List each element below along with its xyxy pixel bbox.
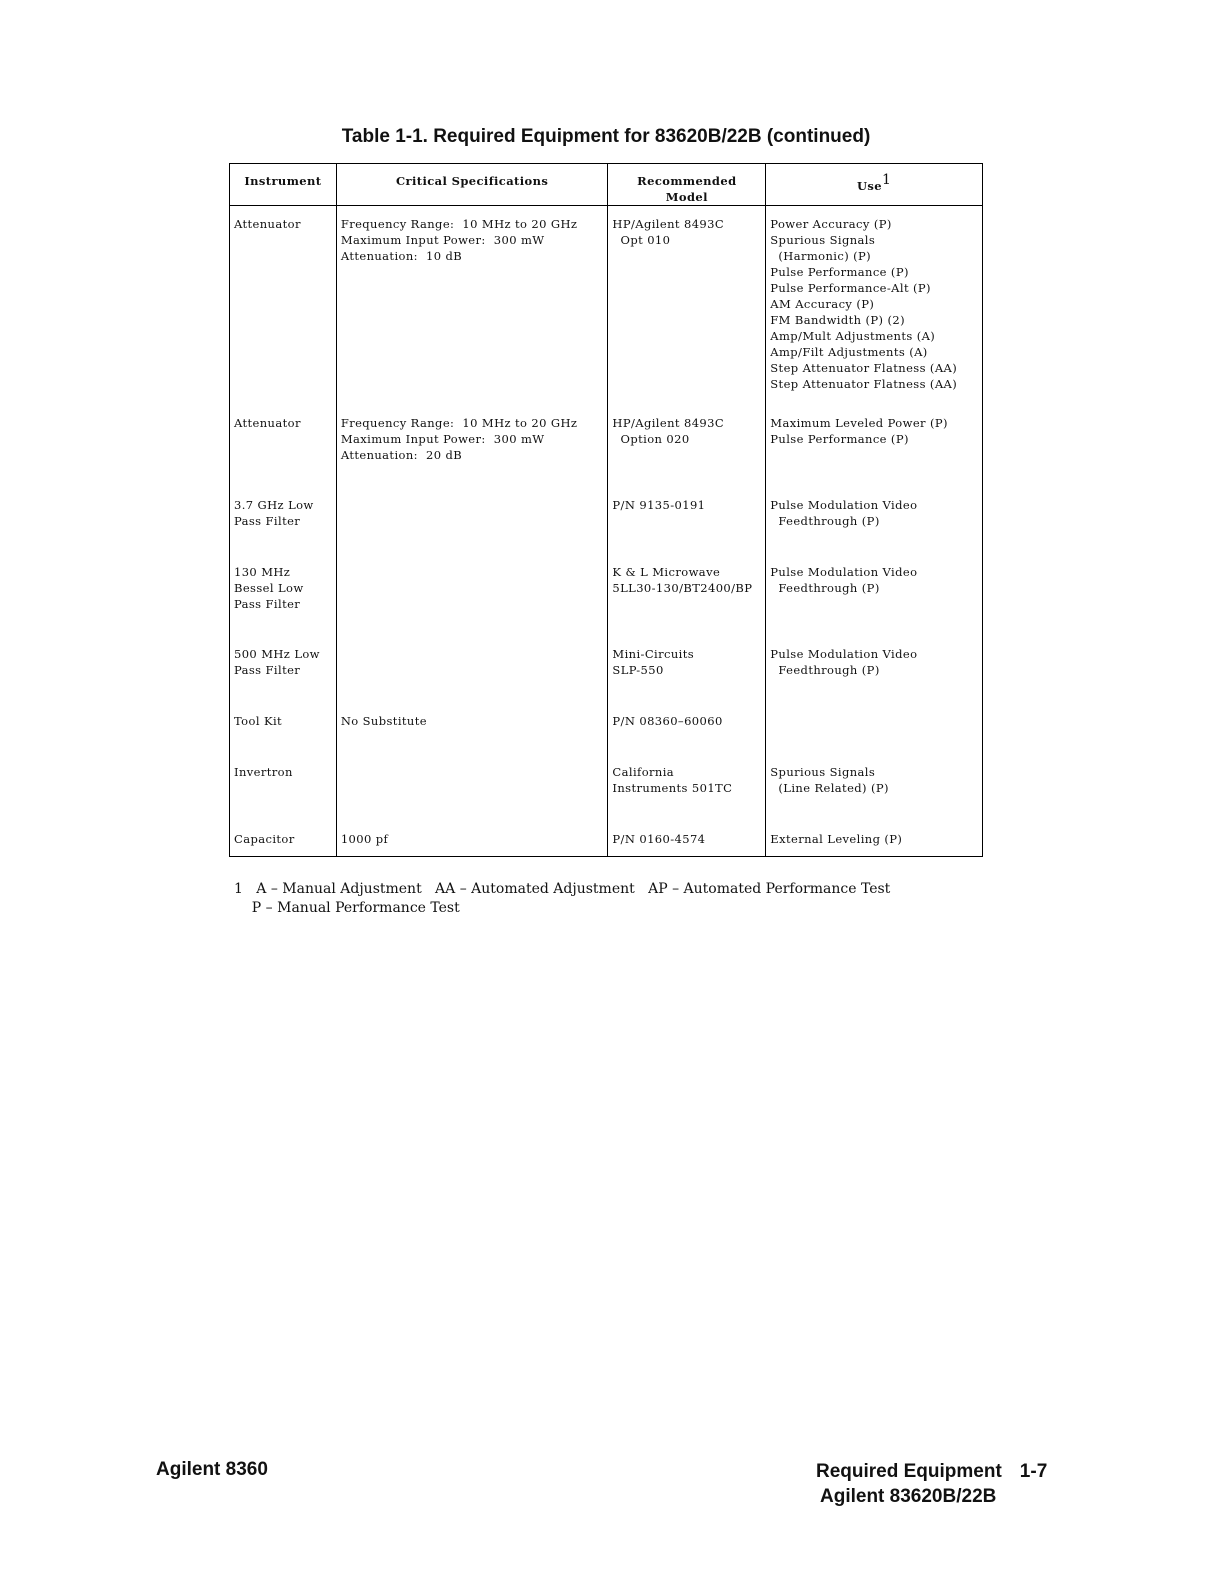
table-row: [230, 497, 983, 563]
cell-specs: [336, 646, 608, 713]
cell-instrument: Invertron: [230, 764, 337, 831]
table-header-row: [230, 164, 983, 206]
header-use-label: Use: [856, 178, 882, 193]
cell-use: Pulse Modulation Video Feedthrough (P): [766, 564, 983, 646]
cell-instrument: 500 MHz Low Pass Filter: [230, 646, 337, 713]
cell-instrument: 130 MHz Bessel Low Pass Filter: [230, 564, 337, 646]
table-row: [230, 646, 983, 713]
cell-use: Power Accuracy (P) Spurious Signals (Harmonic) (P) Pulse Performance (P) Pulse Performance-Alt (P) AM Accuracy (P) FM Bandwidth (P) (2) Amp/Mult Adjustments (A) Amp/Filt Adjustments (A) Step Attenuator Flatness (AA) Step Attenuator Flatness (AA): [766, 206, 983, 416]
cell-model: P/N 0160-4574: [608, 831, 766, 856]
footer-section-row: [816, 1459, 1047, 1484]
header-recommended-model: Recommended Model: [608, 164, 766, 206]
cell-instrument: Attenuator: [230, 415, 337, 497]
footer-product-name: Agilent 8360: [156, 1459, 268, 1480]
cell-use: Spurious Signals (Line Related) (P): [766, 764, 983, 831]
table-row: [230, 831, 983, 856]
cell-specs: Frequency Range: 10 MHz to 20 GHz Maximum Input Power: 300 mW Attenuation: 10 dB: [336, 206, 608, 416]
cell-use: External Leveling (P): [766, 831, 983, 856]
footer-right: [816, 1459, 1047, 1509]
cell-instrument: Tool Kit: [230, 713, 337, 764]
table-row: [230, 206, 983, 416]
footer-model: Agilent 83620B/22B: [820, 1486, 997, 1507]
footnote-marker: 1: [882, 172, 892, 188]
cell-specs: [336, 564, 608, 646]
cell-specs: Frequency Range: 10 MHz to 20 GHz Maximum Input Power: 300 mW Attenuation: 20 dB: [336, 415, 608, 497]
cell-model: P/N 9135-0191: [608, 497, 766, 563]
cell-specs: 1000 pf: [336, 831, 608, 856]
cell-model: HP/Agilent 8493C Opt 010: [608, 206, 766, 416]
cell-model: Mini-Circuits SLP-550: [608, 646, 766, 713]
cell-specs: [336, 497, 608, 563]
cell-use: Maximum Leveled Power (P) Pulse Performance (P): [766, 415, 983, 497]
cell-use: [766, 713, 983, 764]
cell-specs: [336, 764, 608, 831]
table-row: [230, 713, 983, 764]
cell-model: California Instruments 501TC: [608, 764, 766, 831]
header-critical-specifications: Critical Specifications: [336, 164, 608, 206]
footnote-line-2: P – Manual Performance Test: [234, 900, 460, 916]
table-footnote: [234, 880, 890, 918]
cell-specs: No Substitute: [336, 713, 608, 764]
footer-section-title: Required Equipment: [816, 1461, 1002, 1482]
cell-use: Pulse Modulation Video Feedthrough (P): [766, 646, 983, 713]
cell-instrument: 3.7 GHz Low Pass Filter: [230, 497, 337, 563]
cell-use: Pulse Modulation Video Feedthrough (P): [766, 497, 983, 563]
cell-instrument: Capacitor: [230, 831, 337, 856]
footnote-line-1: 1 A – Manual Adjustment AA – Automated Adjustment AP – Automated Performance Test: [234, 881, 891, 897]
cell-model: K & L Microwave 5LL30-130/BT2400/BP: [608, 564, 766, 646]
required-equipment-table: [229, 163, 983, 857]
table-title: Table 1-1. Required Equipment for 83620B/22B (continued): [341, 126, 871, 147]
table-row: [230, 564, 983, 646]
header-instrument: Instrument: [230, 164, 337, 206]
cell-model: P/N 08360–60060: [608, 713, 766, 764]
page-number: 1-7: [1019, 1461, 1048, 1482]
table-row: [230, 415, 983, 497]
header-use: [766, 164, 983, 206]
cell-model: HP/Agilent 8493C Option 020: [608, 415, 766, 497]
table-row: [230, 764, 983, 831]
cell-instrument: Attenuator: [230, 206, 337, 416]
